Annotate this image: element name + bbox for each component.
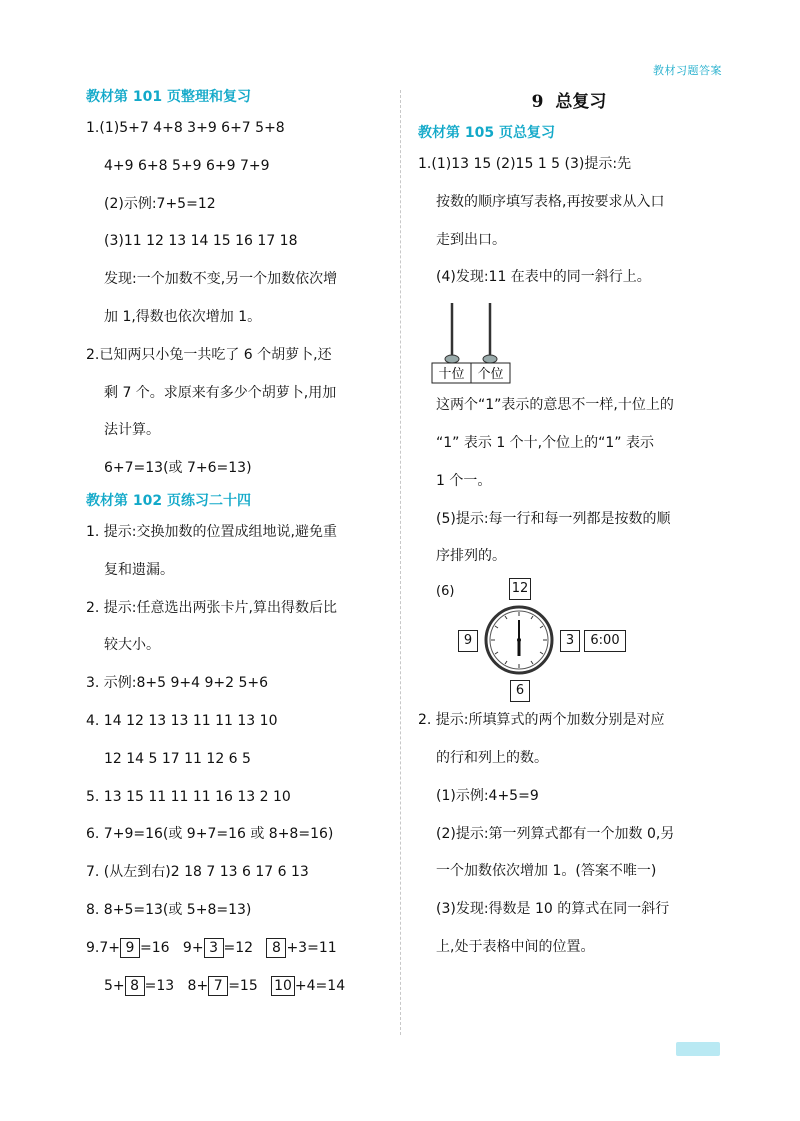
q9-row-2 [86, 968, 386, 1006]
answer-line: “1” 表示 1 个十,个位上的“1” 表示 [436, 434, 654, 451]
clock-box-6: 6 [510, 680, 530, 702]
section-title-102: 教材第 102 页练习二十四 [86, 492, 251, 509]
answer-line: 1.(1)5+7 4+8 3+9 6+7 5+8 [86, 120, 285, 136]
answer-line: 剩 7 个。求原来有多少个胡萝卜,用加 [104, 384, 337, 401]
answer-box: 8 [266, 938, 286, 958]
chapter-title [418, 84, 720, 120]
q9-text: +4=14 [294, 977, 346, 994]
answer-line: 较大小。 [104, 637, 160, 654]
answer-line: (2)提示:第一列算式都有一个加数 0,另 [436, 825, 675, 842]
clock-box-3: 3 [560, 630, 580, 652]
answer-line: 8. 8+5=13(或 5+8=13) [86, 901, 252, 918]
q9-text: 7+ [99, 939, 120, 956]
answer-line: (1)示例:4+5=9 [436, 787, 539, 804]
q9-row-1 [86, 930, 386, 968]
q9-text: =16 [140, 939, 170, 956]
answer-line: 一个加数依次增加 1。(答案不唯一) [436, 863, 657, 880]
answer-box: 3 [204, 938, 224, 958]
clock-box-9: 9 [458, 630, 478, 652]
tens-label: 十位 [438, 367, 465, 383]
ones-label: 个位 [477, 367, 504, 383]
answer-line: 走到出口。 [436, 231, 506, 248]
q9-text: =12 [223, 939, 254, 956]
answer-line: 上,处于表格中间的位置。 [436, 938, 595, 955]
answer-line: 1.(1)13 15 (2)15 1 5 (3)提示:先 [418, 156, 632, 172]
answer-line: 2. 提示:所填算式的两个加数分别是对应 [418, 712, 665, 729]
answer-line: (2)示例:7+5=12 [104, 195, 216, 212]
q9-text: 5+ [104, 977, 125, 994]
answer-line: 5. 13 15 11 11 11 16 13 2 10 [86, 788, 291, 805]
answer-box: 10 [271, 976, 295, 996]
answer-line: (5)提示:每一行和每一列都是按数的顺 [436, 510, 671, 527]
answer-line: 3. 示例:8+5 9+4 9+2 5+6 [86, 675, 269, 692]
answer-line: 发现:一个加数不变,另一个加数依次增 [104, 271, 338, 288]
left-column [86, 84, 386, 1005]
abacus-drawing [418, 297, 720, 387]
page-number-badge [676, 1042, 720, 1056]
answer-line: 序排列的。 [436, 548, 506, 565]
time-box: 6:00 [584, 630, 626, 652]
abacus-figure [418, 297, 720, 387]
answer-line: 2. 提示:任意选出两张卡片,算出得数后比 [86, 599, 337, 616]
answer-line: (3)发现:得数是 10 的算式在同一斜行 [436, 901, 670, 918]
answer-line: 12 14 5 17 11 12 6 5 [104, 750, 251, 767]
answer-line: 2.已知两只小兔一共吃了 6 个胡萝卜,还 [86, 346, 332, 363]
answer-line: 复和遗漏。 [104, 561, 174, 578]
answer-line: 4. 14 12 13 13 11 11 13 10 [86, 712, 278, 729]
clock-figure [418, 576, 720, 702]
q9-text: =15 [228, 977, 258, 994]
answer-line: 按数的顺序填写表格,再按要求从入口 [436, 193, 665, 210]
q6-label: (6) [436, 584, 455, 600]
q9-text: 9+ [182, 939, 204, 956]
answer-line: 1 个一。 [436, 472, 492, 489]
column-divider [400, 90, 401, 1035]
q9-text: 8+ [187, 977, 209, 994]
answer-line: 4+9 6+8 5+9 6+9 7+9 [104, 157, 270, 174]
answer-line: 6. 7+9=16(或 9+7=16 或 8+8=16) [86, 826, 334, 843]
answer-line: (3)11 12 13 14 15 16 17 18 [104, 233, 298, 250]
answer-box: 9 [120, 938, 140, 958]
header-tag: 教材习题答案 [653, 64, 722, 77]
clock-box-12: 12 [509, 578, 531, 600]
q9-text: =13 [144, 977, 175, 994]
q9-label: 9. [86, 939, 100, 956]
answer-box: 7 [208, 976, 228, 996]
section-title-105: 教材第 105 页总复习 [418, 125, 555, 141]
answer-line: 法计算。 [104, 422, 160, 439]
chapter-number: 9 [531, 92, 544, 112]
section-title-101: 教材第 101 页整理和复习 [86, 89, 251, 105]
answer-line: 1. 提示:交换加数的位置成组地说,避免重 [86, 523, 337, 540]
q9-text: +3=11 [286, 939, 337, 956]
chapter-name: 总复习 [555, 92, 607, 112]
answer-line: 6+7=13(或 7+6=13) [104, 460, 252, 477]
answer-box: 8 [125, 976, 145, 996]
answer-line: (4)发现:11 在表中的同一斜行上。 [436, 269, 651, 286]
right-column [418, 84, 720, 967]
answer-line: 这两个“1”表示的意思不一样,十位上的 [436, 397, 674, 414]
answer-line: 7. (从左到右)2 18 7 13 6 17 6 13 [86, 864, 309, 881]
answer-line: 的行和列上的数。 [436, 749, 548, 766]
answer-line: 加 1,得数也依次增加 1。 [104, 308, 262, 325]
